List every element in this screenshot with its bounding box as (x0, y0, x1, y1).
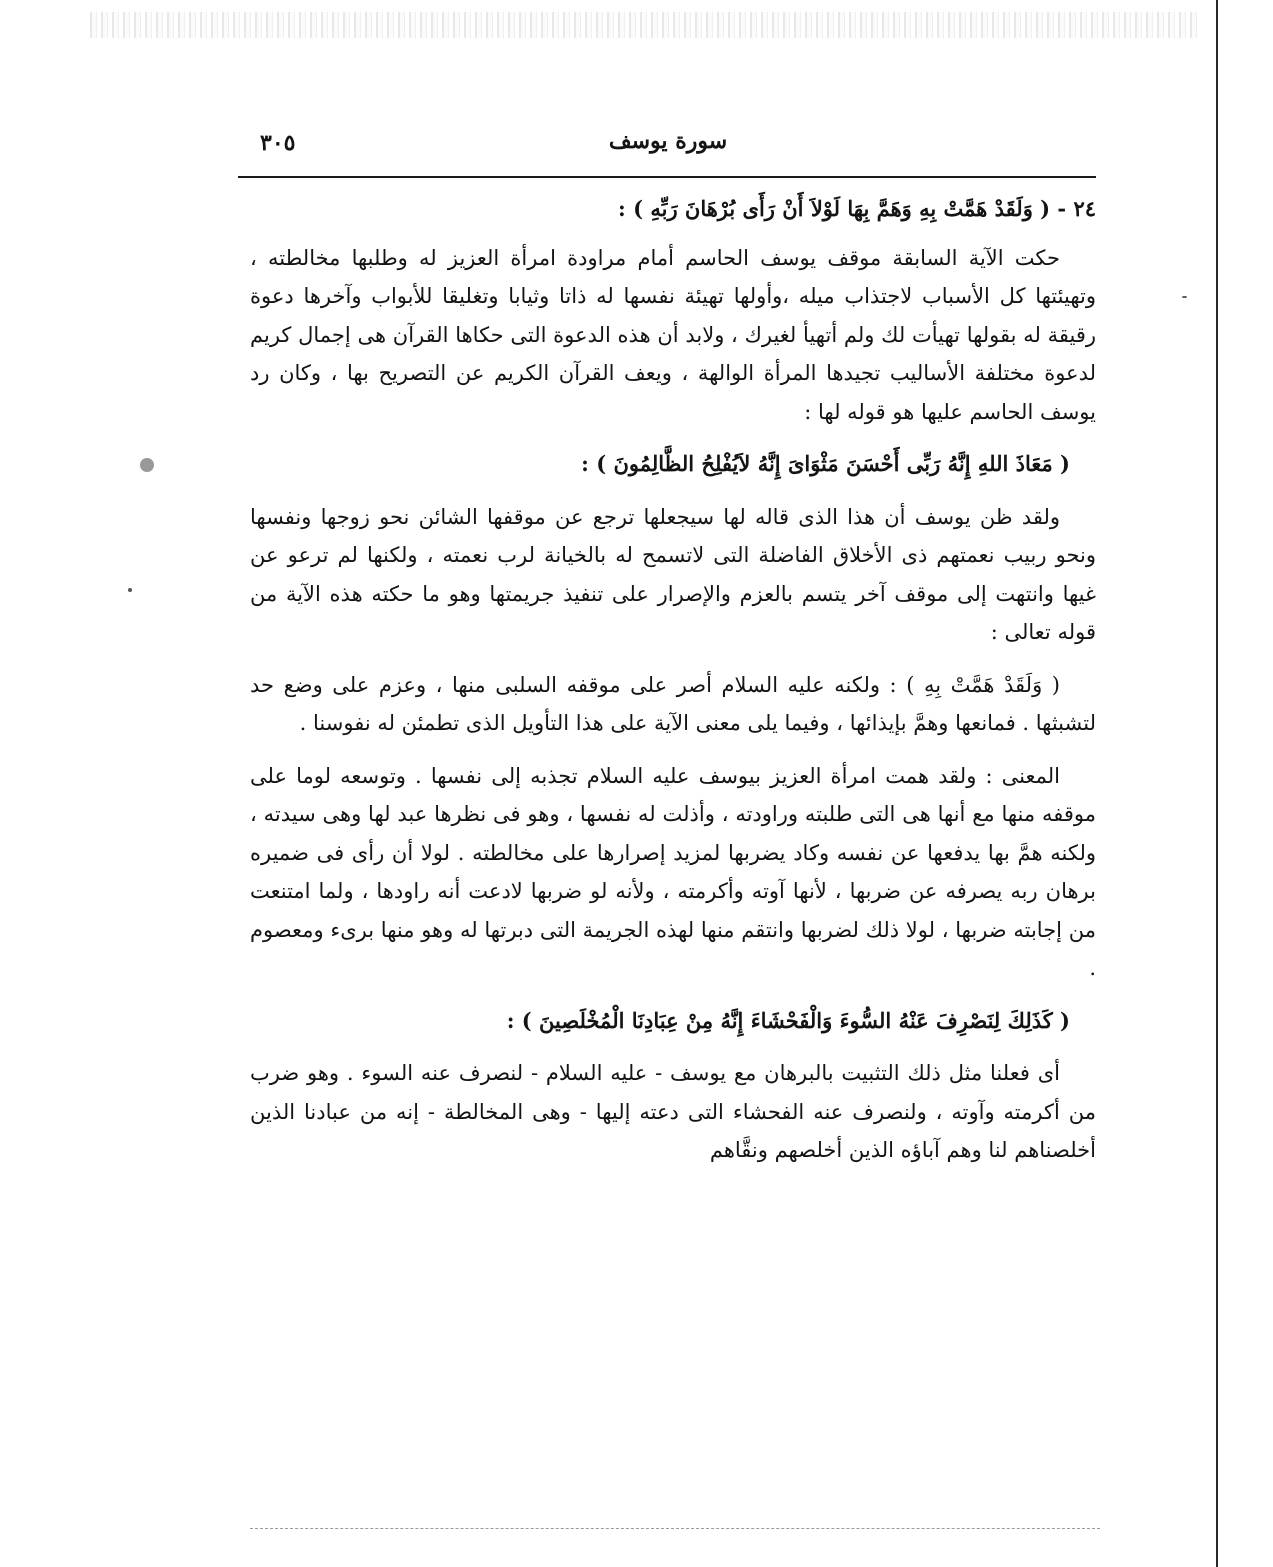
scan-speck (140, 458, 154, 472)
scan-speck (1182, 296, 1187, 298)
paragraph-2: ولقد ظن يوسف أن هذا الذى قاله لها سيجعلها ترجع عن موقفها الشائن نحو زوجها ونفسها ونحو ربيب نعمتهم ذى الأخلاق الفاضلة التى لاتسمح له بالخيانة لرب نعمته ، ولكنها لم ترعو عن غيها وانتهت إلى موقف آخر يتسم بالعزم والإصرار على تنفيذ جريمتها وهو ما حكته هذه الآية من قوله تعالى : (250, 504, 1096, 644)
paragraph-5: أى فعلنا مثل ذلك التثبيت بالبرهان مع يوسف - عليه السلام - لنصرف عنه السوء . وهو ضرب من أكرمته وآوته ، ولنصرف عنه الفحشاء التى دعته إليها - وهى المخالطة - إنه من عبادنا الذين أخلصناهم لنا وهم آباؤه الذين أخلصهم ونقَّاهم (250, 1061, 1096, 1162)
paragraph-4: المعنى : ولقد همت امرأة العزيز بيوسف عليه السلام تجذبه إلى نفسها . وتوسعه لوما على موقفه منها مع أنها هى التى طلبته وراودته ، وأذلت له نفسها ، وهو فى نظرها عبد لها وهى سيدته ، ولكنه همَّ بها يدفعها عن نفسه وكاد يضربها لمزيد إصرارها على مخالطته . لولا أن رأى فى ضميره برهان ربه يصرفه عن ضربها ، لأنها آوته وأكرمته ، ولأنه لو ضربها لادعت أنه راودها ، ولما امتنعت من إجابته ضربها ، لولا ذلك لضربها وانتقم منها لهذه الجريمة التى دبرتها له وهو منها برىء ومعصوم . (250, 763, 1096, 980)
quran-quote-1: ( مَعَاذَ اللهِ إِنَّهُ رَبِّى أَحْسَنَ مَثْوَاىَ إِنَّهُ لاَيُفْلِحُ الظَّالِمُونَ ) : (581, 451, 1070, 476)
paragraph-1: حكت الآية السابقة موقف يوسف الحاسم أمام مراودة امرأة العزيز له وطلبها مخالطته ، وتهيئتها كل الأسباب لاجتذاب ميله ،وأولها تهيئة نفسها له ذاتا وثيابا وتغليقا للأبواب وآخرها دعوة رقيقة له بقولها تهيأت لك ولم أتهيأ لغيرك ، ولابد أن هذه الدعوة التى حكاها القرآن هى إجمال كريم لدعوة مختلفة الأساليب تجيدها المرأة الوالهة ، ويعف القرآن الكريم عن التصريح بها ، وكان رد يوسف الحاسم عليها هو قوله لها : (250, 245, 1096, 424)
scan-noise-top (90, 12, 1200, 38)
page-number: ٣٠٥ (260, 130, 296, 156)
quran-quote-2: ( كَذَلِكَ لِنَصْرِفَ عَنْهُ السُّوءَ وَالْفَحْشَاءَ إِنَّهُ مِنْ عِبَادِنَا الْمُخْلَصِينَ ) : (506, 1007, 1070, 1033)
page-header (240, 128, 1096, 174)
verse-heading: ٢٤ - ( وَلَقَدْ هَمَّتْ بِهِ وَهَمَّ بِهَا لَوْلاَ أَنْ رَأَى بُرْهَانَ رَبِّهِ ) : (618, 196, 1096, 221)
scan-speck (128, 588, 132, 592)
page-body (250, 190, 1096, 1184)
footer-rule (250, 1528, 1100, 1530)
paragraph-3: ( وَلَقَدْ هَمَّتْ بِهِ ) : ولكنه عليه السلام أصر على موقفه السلبى منها ، وعزم على وضع حد لتشبثها . فمانعها وهمَّ بإيذائها ، وفيما يلى معنى الآية على هذا التأويل الذى تطمئن له نفوسنا . (250, 672, 1096, 735)
margin-line (1216, 0, 1218, 1567)
page-title: سورة يوسف (608, 128, 728, 154)
header-rule (238, 176, 1096, 178)
